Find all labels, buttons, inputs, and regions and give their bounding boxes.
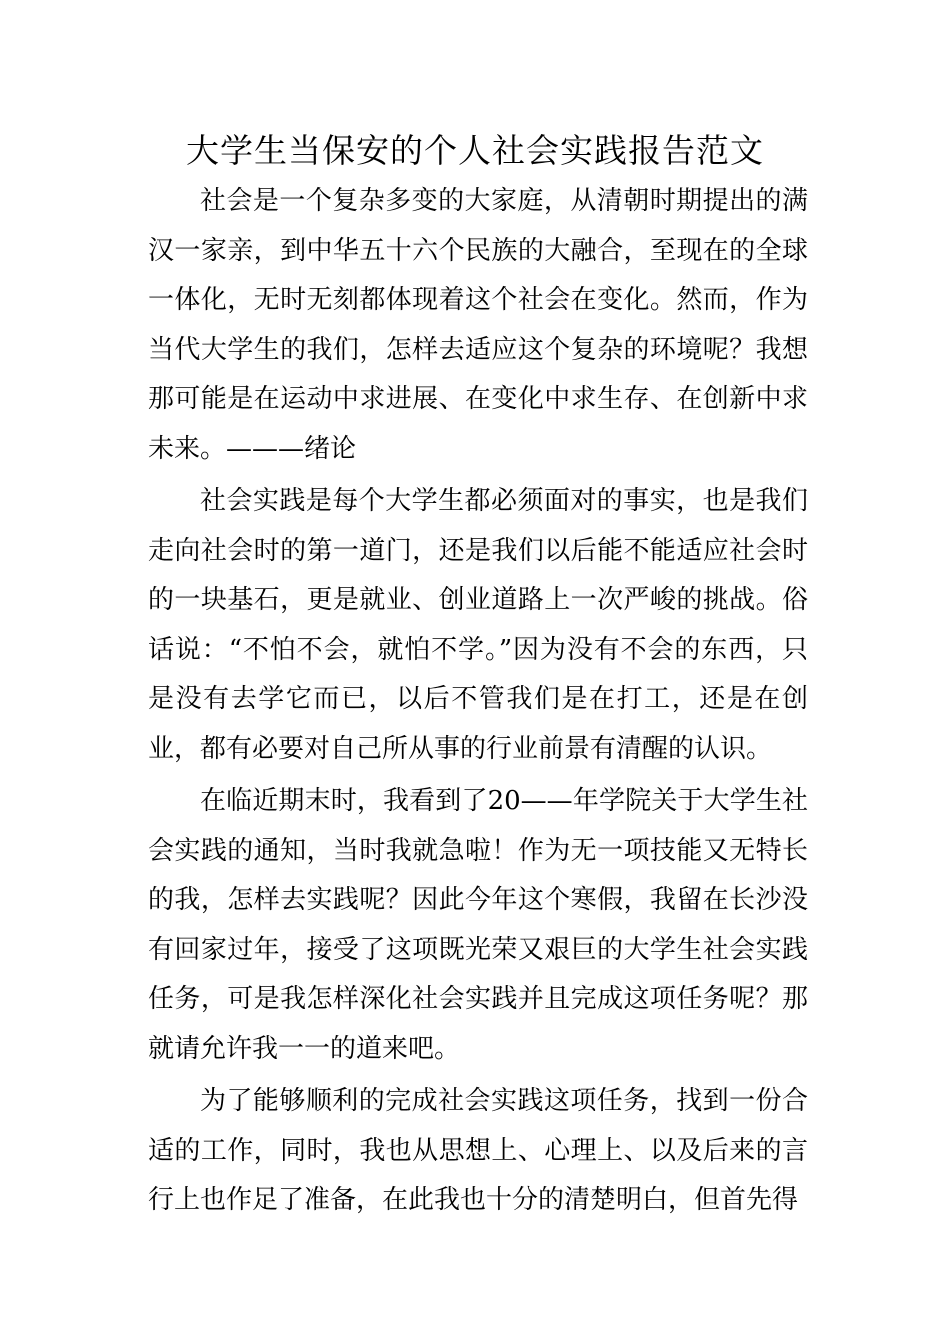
document-body: [148, 177, 808, 1226]
paragraph-social-practice: 社会实践是每个大学生都必须面对的事实，也是我们走向社会时的第一道门，还是我们以后能不能适应社会时的一块基石，更是就业、创业道路上一次严峻的挑战。俗话说：“不怕不会，就怕不学。”因为没有不会的东西，只是没有去学它而已，以后不管我们是在打工，还是在创业，都有必要对自己所从事的行业前景有清醒的认识。: [148, 486, 808, 764]
paragraph-intro: 社会是一个复杂多变的大家庭，从清朝时期提出的满汉一家亲，到中华五十六个民族的大融合，至现在的全球一体化，无时无刻都体现着这个社会在变化。然而，作为当代大学生的我们，怎样去适应这个复杂的环境呢？我想那可能是在运动中求进展、在变化中求生存、在创新中求未来。———绪论: [148, 186, 808, 464]
paragraph-preparation: 为了能够顺利的完成社会实践这项任务，找到一份合适的工作，同时，我也从思想上、心理上、以及后来的言行上也作足了准备，在此我也十分的清楚明白，但首先得: [148, 1086, 808, 1215]
paragraph-notice: 在临近期末时，我看到了20——年学院关于大学生社会实践的通知，当时我就急啦！作为无一项技能又无特长的我，怎样去实践呢？因此今年这个寒假，我留在长沙没有回家过年，接受了这项既光荣又艰巨的大学生社会实践任务，可是我怎样深化社会实践并且完成这项任务呢？那就请允许我一一的道来吧。: [148, 786, 808, 1064]
document-title: 大学生当保安的个人社会实践报告范文: [186, 131, 764, 170]
